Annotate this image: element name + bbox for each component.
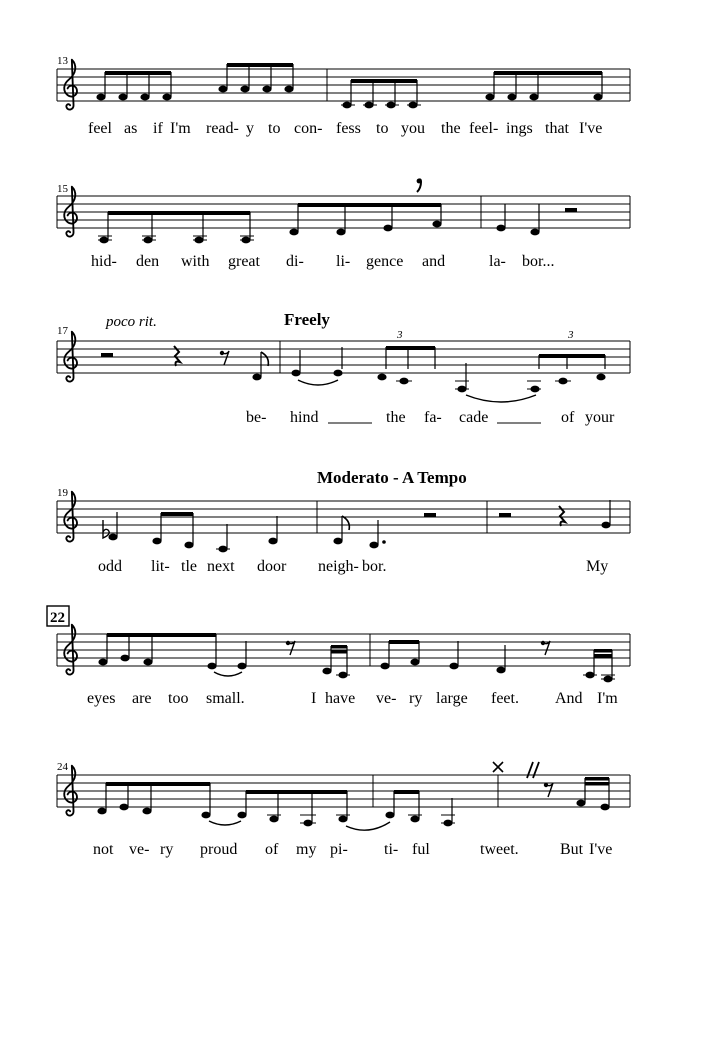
lyric-syllable: I'm [597, 690, 618, 707]
notes [98, 179, 577, 244]
notes [97, 762, 609, 830]
lyric-syllable: of [561, 409, 575, 426]
lyric-syllable: fess [336, 120, 361, 137]
lyric-syllable: I've [589, 841, 613, 858]
lyric-syllable: to [376, 120, 389, 137]
lyric-syllable: feel- [469, 120, 499, 137]
lyric-syllable: with [181, 253, 210, 270]
lyrics [98, 558, 608, 575]
lyric-syllable: are [132, 690, 152, 707]
lyric-syllable: bor. [362, 558, 387, 575]
lyric-syllable: ings [506, 120, 533, 137]
lyric-syllable: ve- [376, 690, 397, 707]
lyric-syllable: I'm [170, 120, 191, 137]
lyric-syllable: li- [336, 253, 351, 270]
rehearsal-measure-number: 22 [50, 610, 65, 626]
lyric-syllable: My [586, 558, 609, 575]
lyric-syllable: tle [181, 558, 197, 575]
lyric-syllable: proud [200, 841, 238, 858]
notes [103, 500, 611, 552]
lyric-syllable: the [386, 409, 406, 426]
lyric-syllable: lit- [151, 558, 170, 575]
lyric-syllable: next [207, 558, 235, 575]
lyric-syllable: too [168, 690, 189, 707]
lyric-syllable: den [136, 253, 160, 270]
lyric-syllable: be- [246, 409, 267, 426]
measure-number: 13 [57, 55, 68, 67]
lyric-syllable: great [228, 253, 260, 270]
lyrics [91, 253, 554, 270]
lyric-syllable: But [560, 841, 584, 858]
system-5 [47, 606, 630, 707]
lyric-syllable: ry [409, 690, 423, 707]
tempo-marking: Freely [284, 310, 330, 329]
lyric-syllable: I [311, 690, 317, 707]
tuplet-number: 3 [397, 329, 403, 341]
measure-number: 24 [57, 761, 68, 773]
lyric-syllable: ve- [129, 841, 150, 858]
measure-number: 19 [57, 487, 68, 499]
lyrics [88, 120, 602, 137]
measure-number: 17 [57, 325, 68, 337]
system-2 [57, 179, 630, 270]
lyric-syllable: hind [290, 409, 319, 426]
lyric-syllable: pi- [330, 841, 348, 858]
lyric-syllable: small. [206, 690, 245, 707]
lyric-syllable: y [246, 120, 254, 137]
lyric-syllable: ry [160, 841, 174, 858]
lyric-syllable: feel [88, 120, 112, 137]
lyrics [87, 690, 618, 707]
lyric-syllable: ti- [384, 841, 399, 858]
lyric-syllable: as [124, 120, 138, 137]
notes [96, 63, 602, 108]
lyric-syllable: odd [98, 558, 122, 575]
lyric-syllable: my [296, 841, 317, 858]
lyric-syllable: bor... [522, 253, 555, 270]
measure-number: 15 [57, 183, 68, 195]
lyric-syllable: di- [286, 253, 304, 270]
lyrics [246, 409, 615, 426]
lyric-syllable: if [153, 120, 163, 137]
system-3 [57, 310, 630, 426]
system-4 [57, 468, 630, 575]
lyric-syllable: con- [294, 120, 323, 137]
lyric-syllable: fa- [424, 409, 442, 426]
system-6 [57, 761, 630, 858]
lyric-syllable: door [257, 558, 287, 575]
lyric-syllable: I've [579, 120, 603, 137]
lyric-syllable: of [265, 841, 279, 858]
lyric-syllable: large [436, 690, 468, 707]
tempo-marking: Moderato - A Tempo [317, 468, 467, 487]
tuplet-number: 3 [568, 329, 574, 341]
lyric-syllable: tweet. [480, 841, 519, 858]
lyric-syllable: and [422, 253, 446, 270]
expression-marking: poco rit. [106, 314, 157, 330]
lyric-syllable: ful [412, 841, 430, 858]
lyrics [93, 841, 612, 858]
notes [101, 346, 606, 402]
lyric-syllable: la- [489, 253, 506, 270]
lyric-syllable: that [545, 120, 569, 137]
system-1 [57, 55, 630, 137]
lyric-syllable: not [93, 841, 114, 858]
lyric-syllable: have [325, 690, 356, 707]
lyric-syllable: And [555, 690, 583, 707]
lyric-syllable: your [585, 409, 615, 426]
lyric-syllable: the [441, 120, 461, 137]
lyric-syllable: hid- [91, 253, 117, 270]
lyric-syllable: read- [206, 120, 239, 137]
lyric-syllable: gence [366, 253, 404, 270]
lyric-syllable: to [268, 120, 281, 137]
lyric-syllable: neigh- [318, 558, 359, 575]
lyric-syllable: feet. [491, 690, 519, 707]
lyric-syllable: you [401, 120, 425, 137]
lyric-syllable: eyes [87, 690, 116, 707]
lyric-syllable: cade [459, 409, 489, 426]
